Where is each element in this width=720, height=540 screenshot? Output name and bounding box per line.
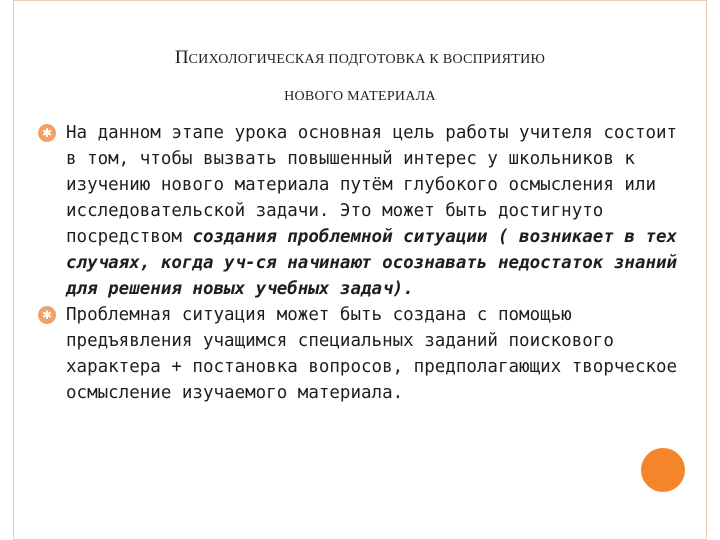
bullet-1-emphasis: создания проблемной ситуации ( возникает в тех случаях, когда уч-ся начинают осознавать недостаток знаний для решения новых учебных задач). xyxy=(66,227,678,299)
bullet-2-text: Проблемная ситуация может быть создана с помощью предъявления учащимся специальных заданий поискового характера + постановка вопросов, предполагающих творческое осмысление изучаемого материала. xyxy=(66,305,678,403)
title-initial: П xyxy=(174,47,189,68)
decorative-orange-circle xyxy=(641,448,685,492)
title-line-2 xyxy=(40,78,680,115)
slide-title xyxy=(40,40,680,115)
star-bullet-icon: ✱ xyxy=(38,306,56,324)
bullet-item-2 xyxy=(38,302,688,406)
title-line-2-text: НОВОГО МАТЕРИАЛА xyxy=(284,89,436,104)
title-line-1 xyxy=(40,40,680,78)
frame-left-line xyxy=(13,0,14,540)
star-bullet-icon: ✱ xyxy=(38,124,56,142)
frame-right-line xyxy=(706,0,707,540)
frame-top-line xyxy=(13,0,707,1)
bullet-1-text: На данном этапе урока основная цель работы учителя состоит в том, чтобы вызвать повышенный интерес у школьников к изучению нового материала путём глубокого осмысления или исследовательской задачи. Это может быть достигнуто посредством xyxy=(66,123,678,247)
title-line-1-text: СИХОЛОГИЧЕСКАЯ ПОДГОТОВКА К ВОСПРИЯТИЮ xyxy=(188,52,546,67)
bullet-list xyxy=(38,120,688,406)
bullet-item-1 xyxy=(38,120,688,302)
